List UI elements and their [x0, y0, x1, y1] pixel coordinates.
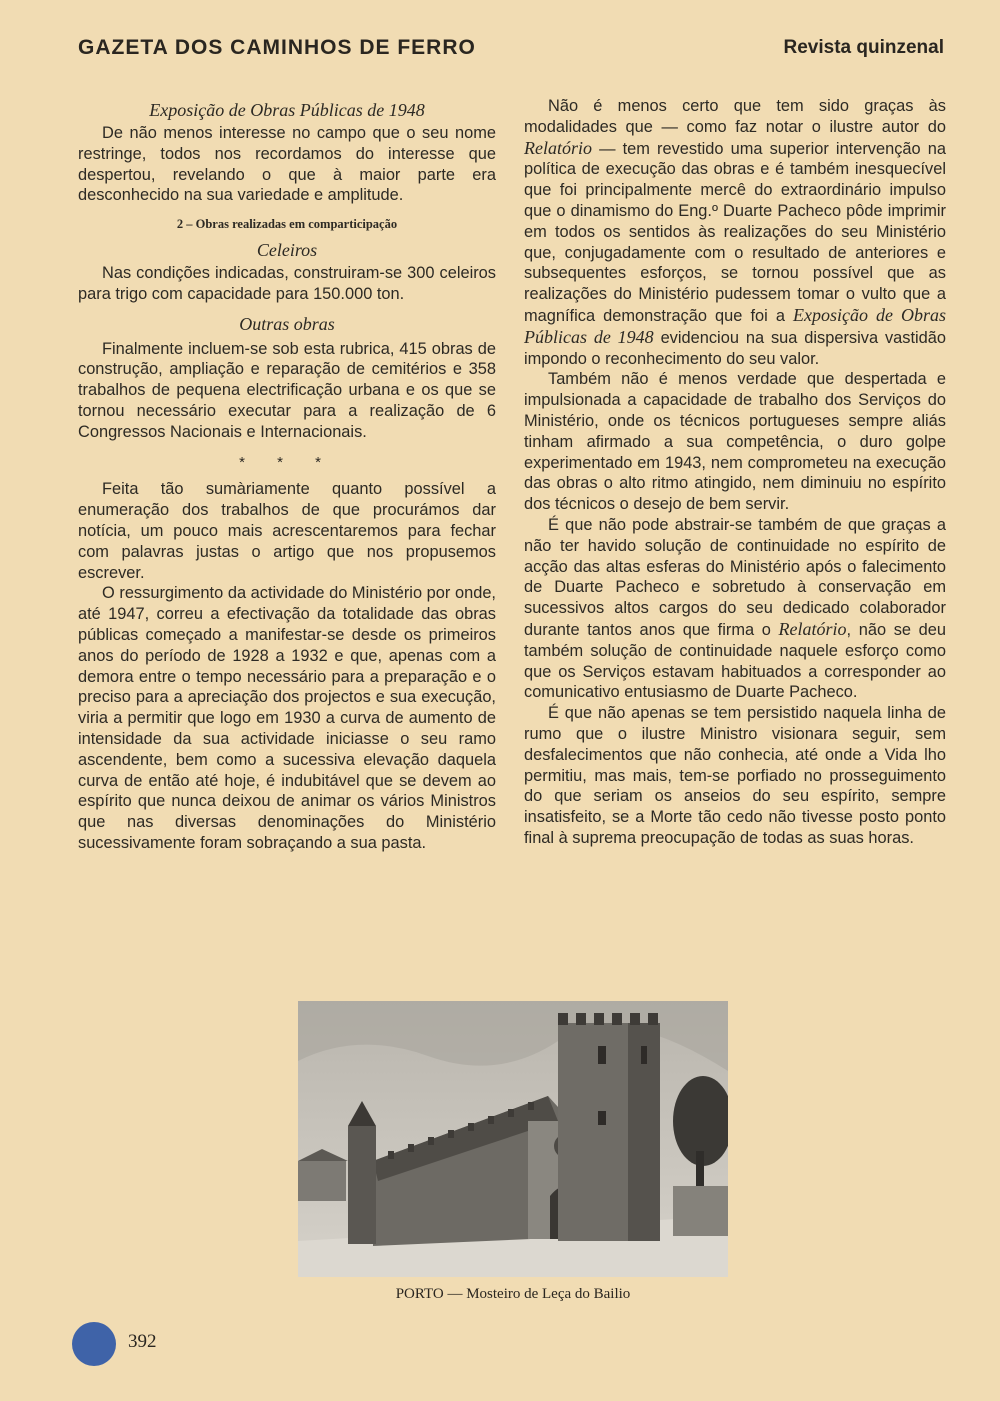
italic-text: Exposição de Obras Públicas de 1948: [524, 304, 946, 347]
section-separator: * * *: [239, 453, 335, 471]
paragraph: De não menos interesse no campo que o seu nome restringe, todos nos recordamos do interesse que despertou, revelando o que à maior parte era desconhecido na sua variedade e amplitude.: [78, 124, 496, 205]
paragraph: Finalmente incluem-se sob esta rubrica, 415 obras de construção, ampliação e reparação de cemitérios e 358 trabalhos de pequena electrificação urbana e os que se tornou necessário executar para a realização de 6 Congressos Nacionais e Internacionais.: [78, 339, 496, 441]
italic-text: Relatório: [778, 618, 847, 639]
text: — tem revestido uma superior intervenção na política de execução das obras e é também inesquecível que foi principalmente mercê do extraordinário impulso que o dinamismo do Eng.º Duarte Pacheco pôde imprimir em todos os sentidos às realizações do seu Ministério que, conjugadamente com o resultado de anteriores e subsequentes esforços, se tornou possível que as realizações do Ministério pudessem tomar o vulto que a magnífica demonstração que foi a: [524, 139, 946, 325]
page-marker-circle: [72, 1322, 116, 1366]
monastery-photo: [298, 1001, 728, 1277]
page-number: 392: [128, 1331, 157, 1352]
section-heading-celeiros: Celeiros: [256, 239, 318, 260]
paragraph: É que não apenas se tem persistido naquela linha de rumo que o ilustre Ministro visionara seguir, sem desfalecimentos que não conhecia, até onde a Vida lho permitiu, mas mais, tem-se porfiado no prosseguimento do que seriam os anseios do seu espírito, sempre insatisfeito, se a Morte tão cedo não tivesse posto ponto final à suprema preocupação de todas as suas horas.: [524, 704, 946, 847]
left-column: [78, 96, 496, 854]
section-heading-exposicao: Exposição de Obras Públicas de 1948: [149, 100, 425, 120]
paragraph: [524, 96, 946, 369]
monastery-illustration: [298, 1001, 728, 1277]
text: Não é menos certo que tem sido graças às modalidades que — como faz notar o ilustre autor do: [524, 97, 946, 136]
text: evidenciou na sua dispersiva vastidão impondo o reconhecimento do seu valor.: [524, 328, 947, 368]
section-heading-outras-obras: Outras obras: [239, 313, 335, 334]
right-column: [524, 96, 946, 849]
italic-text: Relatório: [524, 137, 592, 158]
section-subhead: 2 – Obras realizadas em comparticipação: [176, 217, 398, 232]
paragraph: [524, 515, 946, 703]
text: , não se deu também solução de continuidade naquele esforço como que os Serviços estavam habituados a corresponder ao comunicativo entusiasmo de Duarte Pacheco.: [524, 620, 946, 702]
photo-caption: PORTO — Mosteiro de Leça do Bailio: [395, 1286, 631, 1302]
paragraph: Feita tão sumàriamente quanto possível a enumeração dos trabalhos de que procurámos dar notícia, um pouco mais acrescentaremos para fechar com palavras justas o artigo que nos propusemos escrever.: [78, 480, 496, 582]
text: É que não pode abstrair-se também de que graças a não ter havido solução de continuidade no espírito de acção das altas esferas do Ministério após o falecimento de Duarte Pacheco e sobretudo à conservação em sucessivos altos cargos do seu dedicado colaborador durante tantos anos que firma o: [524, 515, 946, 639]
paragraph: O ressurgimento da actividade do Ministério por onde, até 1947, correu a efectivação da totalidade das obras públicas começado a manifestar-se desde os primeiros anos do período de 1928 a 1932 e que, apenas com a demora entre o tempo necessário para a preparação e o preciso para a apreciação dos projectos e sua execução, viria a permitir que logo em 1930 a curva de aumento de intensidade da sua actividade iniciasse o seu ramo ascendente, bem como a sucessiva elevação daquela curva de então até hoje, é indubitável que se devem ao espírito que nunca deixou de animar os vários Ministros que nas diversas denominações do Ministério sucessivamente foram sobraçando a sua pasta.: [78, 584, 496, 852]
paragraph: Nas condições indicadas, construiram-se 300 celeiros para trigo com capacidade para 150.000 ton.: [78, 263, 496, 303]
publication-subtitle: Revista quinzenal: [783, 37, 944, 58]
publication-title: GAZETA DOS CAMINHOS DE FERRO: [78, 36, 476, 59]
paragraph: Também não é menos verdade que despertada e impulsionada a capacidade de trabalho dos Serviços do Ministério, onde os técnicos portugueses sempre aliás tinham afirmado a sua competência, o duro golpe experimentado em 1943, nem comprometeu na execução das obras o alto ritmo atingido, nem diminuiu no espírito dos técnicos o desejo de bem servir.: [524, 370, 946, 514]
